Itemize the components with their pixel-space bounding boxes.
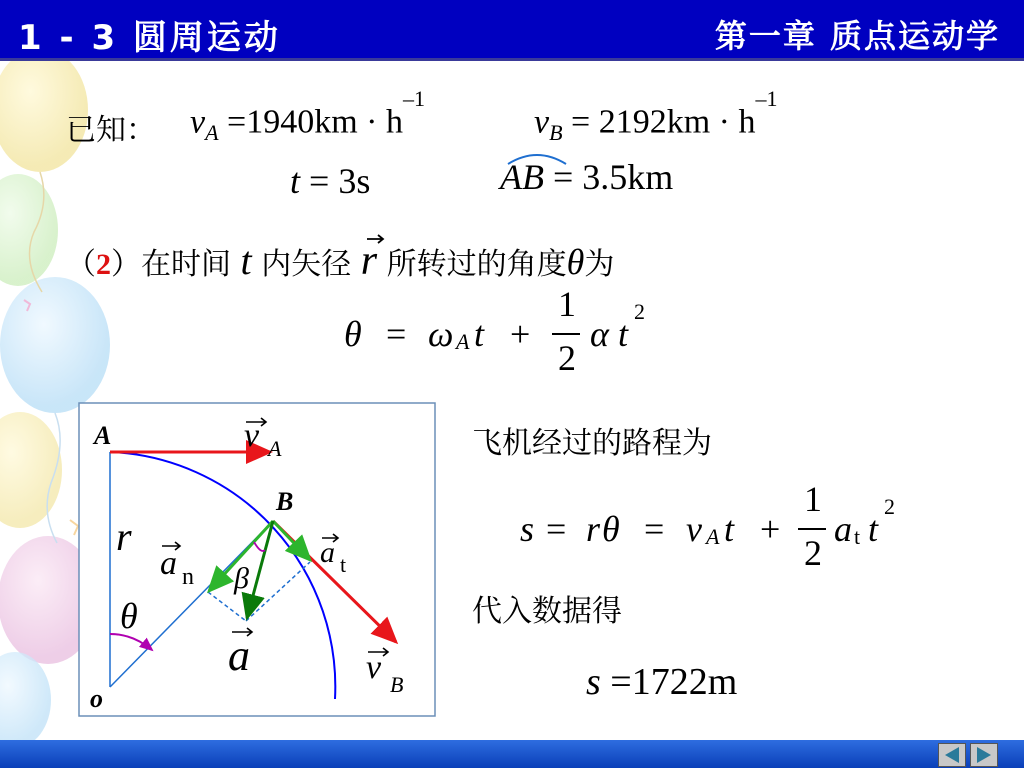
- footer-bar: [0, 740, 1024, 768]
- question-close-paren: ）: [111, 247, 141, 282]
- formula-s-plus: +: [760, 509, 781, 549]
- given-AB-value: = 3.5km: [552, 157, 674, 197]
- given-t: t = 3s: [290, 161, 371, 201]
- label-a-letter: a: [228, 631, 250, 680]
- label-vA-letter: v: [244, 417, 260, 454]
- formula-theta-eq: =: [386, 314, 407, 354]
- given-label: 已知：: [66, 113, 156, 148]
- formula-s-r: r: [586, 509, 601, 549]
- prev-slide-button[interactable]: [938, 743, 966, 767]
- label-B: B: [276, 487, 294, 516]
- formula-theta-num: 1: [558, 284, 576, 324]
- result-s: s: [586, 661, 601, 703]
- formula-s-eq2: =: [644, 509, 665, 549]
- formula-theta-omega: ω: [428, 314, 454, 354]
- label-an-sub: n: [182, 564, 194, 590]
- question-text-1: 在时间: [141, 247, 231, 282]
- prev-triangle-icon: [939, 744, 965, 766]
- formula-s-num: 1: [804, 479, 822, 519]
- given-vB: $v_B = 2192km \cdot h^{-1}$: [534, 86, 778, 146]
- given-vA-value: =1940km · h: [227, 103, 403, 141]
- label-an-letter: a: [160, 545, 177, 582]
- label-vB-sub: B: [390, 672, 404, 697]
- formula-s-t: t: [724, 509, 735, 549]
- formula-s-fraction-bar: [798, 528, 826, 530]
- given-t-value: = 3s: [309, 161, 371, 201]
- given-arc-AB: AB = 3.5km: [500, 156, 673, 198]
- question-line: [66, 237, 614, 285]
- formula-s-sub-A: A: [706, 524, 720, 549]
- formula-theta-den: 2: [558, 338, 576, 378]
- question-number: 2: [96, 248, 111, 281]
- result-formula: [586, 660, 737, 704]
- result-value: =1722m: [610, 661, 738, 703]
- given-vA-exponent: –1: [403, 86, 425, 111]
- question-open-paren: （: [66, 247, 96, 282]
- title-bar: [0, 0, 1024, 61]
- next-slide-button[interactable]: [970, 743, 998, 767]
- formula-s-eq1: =: [546, 509, 567, 549]
- formula-theta-square: 2: [634, 299, 645, 324]
- label-O: o: [90, 684, 103, 713]
- label-at-letter: a: [320, 536, 335, 569]
- formula-s-s: s: [520, 509, 535, 549]
- formula-s-sub-t: t: [854, 524, 861, 549]
- label-beta: β: [234, 562, 249, 595]
- next-triangle-icon: [971, 744, 997, 766]
- question-text-4: 为: [584, 247, 615, 282]
- given-vB-value: = 2192km · h: [571, 103, 756, 141]
- formula-theta-plus: +: [510, 314, 531, 354]
- formula-theta-t: t: [474, 314, 485, 354]
- formula-theta-fraction-bar: [552, 333, 580, 335]
- label-a: [228, 628, 252, 680]
- label-vA-sub: A: [268, 436, 282, 461]
- formula-s-t2: t: [868, 509, 879, 549]
- formula-theta-lhs: θ: [344, 314, 362, 354]
- given-vB-exponent: –1: [755, 86, 778, 111]
- formula-theta-t2: t: [618, 314, 629, 354]
- label-at-sub: t: [340, 552, 347, 577]
- question-var-r: r: [360, 238, 378, 284]
- question-var-theta: θ: [566, 242, 585, 282]
- formula-theta-sub-A: A: [456, 329, 470, 354]
- label-theta: θ: [120, 596, 138, 636]
- substitute-description: 代入数据得: [472, 594, 622, 629]
- circular-motion-diagram: [78, 402, 436, 717]
- formula-theta: [344, 283, 674, 383]
- chapter-title: 第一章 质点运动学: [714, 17, 1000, 55]
- vector-arrow-icon: [365, 233, 387, 245]
- question-vector-r: [361, 237, 377, 285]
- question-var-t: t: [240, 238, 252, 283]
- formula-s-a: a: [834, 509, 852, 549]
- formula-s-theta: θ: [602, 509, 620, 549]
- label-A: A: [94, 421, 112, 450]
- section-title: 1 - 3 圆周运动: [18, 18, 281, 58]
- formula-theta-alpha: α: [590, 314, 609, 354]
- formula-s-den: 2: [804, 533, 822, 573]
- label-r: r: [116, 514, 132, 559]
- given-vA: $v_A =1940km \cdot h^{-1}$: [190, 86, 425, 146]
- label-vB-letter: v: [366, 649, 382, 686]
- question-text-2: 内矢径: [261, 247, 352, 282]
- formula-s-square: 2: [884, 494, 895, 519]
- formula-s-v: v: [686, 509, 702, 549]
- question-text-3: 所转过的角度: [386, 247, 567, 282]
- arc-overline-icon: [506, 150, 568, 166]
- path-description: 飞机经过的路程为: [472, 426, 712, 461]
- formula-s: [520, 478, 920, 578]
